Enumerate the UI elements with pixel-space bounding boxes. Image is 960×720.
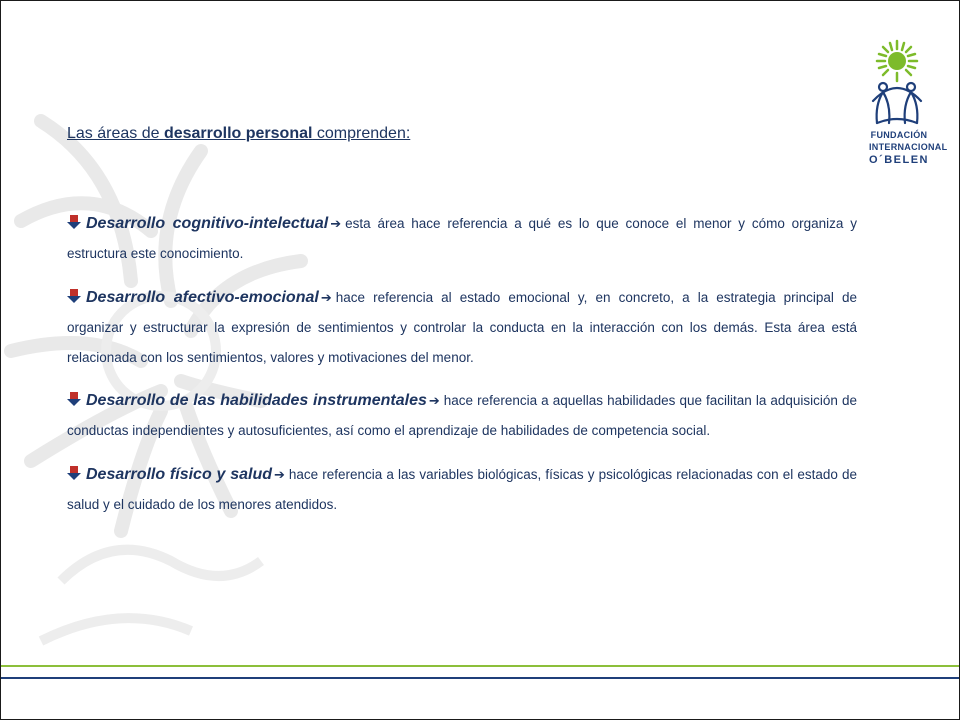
item-text: esta área hace referencia a qué es lo que conoce el menor y cómo organiza y estructura este conocimiento. bbox=[67, 216, 858, 261]
logo-wordmark bbox=[869, 129, 948, 166]
list-item-fisico bbox=[67, 460, 857, 520]
footer-blue-rule bbox=[1, 677, 959, 679]
item-text: hace referencia a aquellas habilidades que facilitan la adquisición de conductas independientes y autosuficientes, así como el aprendizaje de habilidades de competencia social. bbox=[67, 393, 858, 438]
list-item-afectivo bbox=[67, 283, 857, 373]
footer-green-rule bbox=[1, 665, 959, 667]
right-arrow-icon: ➔ bbox=[320, 289, 332, 305]
right-arrow-icon: ➔ bbox=[428, 393, 440, 408]
heading-prefix: Las áreas de bbox=[67, 125, 164, 142]
list-item-cognitivo bbox=[67, 209, 857, 269]
arrow-down-bullet-icon bbox=[67, 392, 81, 406]
arrow-down-bullet-icon bbox=[67, 289, 81, 303]
heading-suffix: comprenden: bbox=[312, 125, 411, 142]
arrow-down-bullet-icon bbox=[67, 215, 81, 229]
heading bbox=[67, 125, 410, 143]
item-title: Desarrollo de las habilidades instrumentales bbox=[86, 392, 427, 409]
areas-list bbox=[67, 209, 857, 529]
heading-bold: desarrollo personal bbox=[163, 125, 313, 142]
item-title: Desarrollo cognitivo-intelectual bbox=[86, 215, 329, 232]
logo-line-3: O´BELEN bbox=[869, 154, 929, 166]
item-title: Desarrollo físico y salud bbox=[86, 465, 272, 483]
right-arrow-icon: ➔ bbox=[274, 466, 285, 482]
arrow-down-bullet-icon bbox=[67, 466, 81, 480]
list-item-habilidades bbox=[67, 386, 857, 446]
item-text: hace referencia al estado emocional y, en concreto, a la estrategia principal de organizar y estructurar la expresión de sentimientos y controlar la conducta en la interacción con los demás. Esta área está relacionada con los sentimientos, valores y motivaciones del menor. bbox=[67, 289, 857, 365]
logo-line-1: FUNDACIÓN bbox=[870, 130, 928, 140]
logo-line-2: INTERNACIONAL bbox=[869, 142, 948, 152]
right-arrow-icon: ➔ bbox=[330, 216, 342, 231]
item-title: Desarrollo afectivo-emocional bbox=[86, 288, 319, 306]
item-text: hace referencia a las variables biológicas, físicas y psicológicas relacionadas con el estado de salud y el cuidado de los menores atendidos. bbox=[67, 466, 857, 512]
